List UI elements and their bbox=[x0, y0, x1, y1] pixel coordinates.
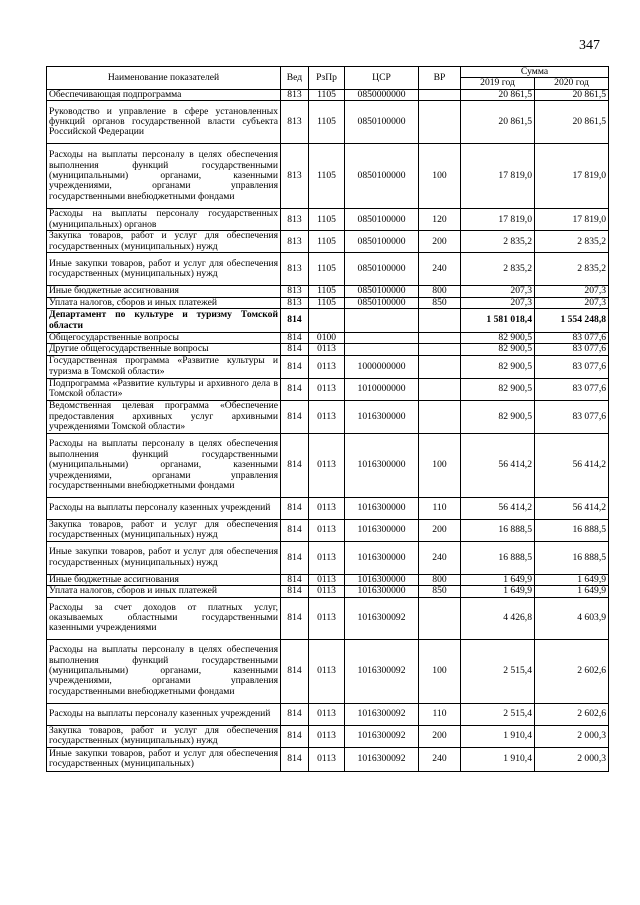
table-row bbox=[47, 89, 609, 100]
row-ved: 813 bbox=[281, 286, 309, 297]
row-vr: 240 bbox=[419, 747, 461, 771]
row-name: Иные закупки товаров, работ и услуг для обеспечения государственных (муниципальных) нужд bbox=[47, 253, 281, 286]
header-sum: Сумма bbox=[461, 67, 609, 78]
row-csr: 0850000000 bbox=[345, 89, 419, 100]
row-ved: 814 bbox=[281, 333, 309, 344]
row-vr bbox=[419, 378, 461, 400]
table-row bbox=[47, 286, 609, 297]
row-sum-2020: 20 861,5 bbox=[535, 89, 609, 100]
row-ved: 813 bbox=[281, 297, 309, 308]
row-name: Иные бюджетные ассигнования bbox=[47, 286, 281, 297]
row-ved: 814 bbox=[281, 355, 309, 378]
table-row bbox=[47, 144, 609, 209]
row-ved: 814 bbox=[281, 586, 309, 597]
row-vr: 100 bbox=[419, 144, 461, 209]
row-rzpr: 0113 bbox=[309, 541, 345, 574]
table-row bbox=[47, 747, 609, 771]
row-csr: 1016300092 bbox=[345, 639, 419, 703]
row-vr: 100 bbox=[419, 639, 461, 703]
row-rzpr: 1105 bbox=[309, 89, 345, 100]
row-sum-2019: 1 910,4 bbox=[461, 725, 535, 747]
row-csr: 0850100000 bbox=[345, 286, 419, 297]
row-rzpr: 0113 bbox=[309, 586, 345, 597]
row-rzpr: 0113 bbox=[309, 433, 345, 497]
row-csr: 1000000000 bbox=[345, 355, 419, 378]
row-ved: 814 bbox=[281, 378, 309, 400]
row-sum-2019: 1 649,9 bbox=[461, 574, 535, 585]
row-ved: 813 bbox=[281, 101, 309, 144]
row-rzpr: 0113 bbox=[309, 400, 345, 433]
row-csr: 1016300000 bbox=[345, 574, 419, 585]
row-ved: 813 bbox=[281, 209, 309, 231]
header-2020: 2020 год bbox=[535, 78, 609, 89]
header-vr: ВР bbox=[419, 67, 461, 90]
table-row bbox=[47, 378, 609, 400]
row-name: Иные бюджетные ассигнования bbox=[47, 574, 281, 585]
header-name: Наименование показателей bbox=[47, 67, 281, 90]
table-row bbox=[47, 297, 609, 308]
row-rzpr: 0113 bbox=[309, 639, 345, 703]
row-vr bbox=[419, 333, 461, 344]
row-name: Подпрограмма «Развитие культуры и архивного дела в Томской области» bbox=[47, 378, 281, 400]
table-row bbox=[47, 703, 609, 725]
row-name: Руководство и управление в сфере установленных функций органов государственной власти субъекта Российской Федерации bbox=[47, 101, 281, 144]
row-vr: 120 bbox=[419, 209, 461, 231]
row-name: Другие общегосударственные вопросы bbox=[47, 344, 281, 355]
row-sum-2020: 83 077,6 bbox=[535, 378, 609, 400]
row-vr bbox=[419, 400, 461, 433]
row-ved: 813 bbox=[281, 144, 309, 209]
row-sum-2019: 82 900,5 bbox=[461, 344, 535, 355]
row-ved: 814 bbox=[281, 597, 309, 639]
row-sum-2020: 16 888,5 bbox=[535, 541, 609, 574]
row-sum-2020: 2 000,3 bbox=[535, 725, 609, 747]
row-vr bbox=[419, 309, 461, 333]
row-sum-2020: 2 602,6 bbox=[535, 703, 609, 725]
row-ved: 814 bbox=[281, 309, 309, 333]
row-name: Департамент по культуре и туризму Томской области bbox=[47, 309, 281, 333]
row-csr bbox=[345, 333, 419, 344]
table-row bbox=[47, 519, 609, 541]
row-sum-2020: 2 835,2 bbox=[535, 231, 609, 253]
row-sum-2019: 207,3 bbox=[461, 297, 535, 308]
row-sum-2019: 2 515,4 bbox=[461, 639, 535, 703]
row-ved: 814 bbox=[281, 703, 309, 725]
row-sum-2020: 83 077,6 bbox=[535, 333, 609, 344]
row-csr: 0850100000 bbox=[345, 101, 419, 144]
row-sum-2020: 83 077,6 bbox=[535, 344, 609, 355]
row-csr: 1016300092 bbox=[345, 597, 419, 639]
row-name: Расходы за счет доходов от платных услуг, оказываемых областными государственными казенными учреждениями bbox=[47, 597, 281, 639]
row-sum-2020: 2 835,2 bbox=[535, 253, 609, 286]
table-row bbox=[47, 574, 609, 585]
row-sum-2019: 56 414,2 bbox=[461, 497, 535, 519]
row-sum-2019: 20 861,5 bbox=[461, 101, 535, 144]
row-csr: 1016300092 bbox=[345, 725, 419, 747]
row-sum-2020: 17 819,0 bbox=[535, 209, 609, 231]
table-row bbox=[47, 586, 609, 597]
row-name: Расходы на выплаты персоналу в целях обеспечения выполнения функций государственными (муниципальными) органами, казенными учреждениями, органами управления государственными внебюджетными фондами bbox=[47, 144, 281, 209]
row-rzpr: 0113 bbox=[309, 725, 345, 747]
table-row bbox=[47, 231, 609, 253]
row-sum-2020: 20 861,5 bbox=[535, 101, 609, 144]
row-sum-2019: 20 861,5 bbox=[461, 89, 535, 100]
row-rzpr: 1105 bbox=[309, 209, 345, 231]
table-row bbox=[47, 355, 609, 378]
table-row bbox=[47, 400, 609, 433]
row-rzpr: 1105 bbox=[309, 297, 345, 308]
row-name: Уплата налогов, сборов и иных платежей bbox=[47, 586, 281, 597]
row-ved: 814 bbox=[281, 497, 309, 519]
row-ved: 814 bbox=[281, 574, 309, 585]
row-name: Расходы на выплаты персоналу в целях обеспечения выполнения функций государственными (муниципальными) органами, казенными учреждениями, органами управления государственными внебюджетными фондами bbox=[47, 639, 281, 703]
row-csr: 1016300092 bbox=[345, 747, 419, 771]
row-vr: 240 bbox=[419, 253, 461, 286]
row-rzpr: 0113 bbox=[309, 519, 345, 541]
row-rzpr: 1105 bbox=[309, 253, 345, 286]
row-sum-2020: 16 888,5 bbox=[535, 519, 609, 541]
row-vr bbox=[419, 597, 461, 639]
table-row bbox=[47, 309, 609, 333]
row-name: Расходы на выплаты персоналу казенных учреждений bbox=[47, 703, 281, 725]
row-sum-2019: 2 835,2 bbox=[461, 253, 535, 286]
row-vr bbox=[419, 344, 461, 355]
row-sum-2020: 2 602,6 bbox=[535, 639, 609, 703]
row-vr: 800 bbox=[419, 574, 461, 585]
row-sum-2020: 1 554 248,8 bbox=[535, 309, 609, 333]
row-sum-2020: 2 000,3 bbox=[535, 747, 609, 771]
row-csr: 1016300000 bbox=[345, 497, 419, 519]
row-vr bbox=[419, 355, 461, 378]
row-rzpr: 0113 bbox=[309, 597, 345, 639]
row-ved: 813 bbox=[281, 253, 309, 286]
table-row bbox=[47, 101, 609, 144]
row-sum-2019: 82 900,5 bbox=[461, 355, 535, 378]
row-rzpr: 0113 bbox=[309, 574, 345, 585]
row-name: Расходы на выплаты персоналу в целях обеспечения выполнения функций государственными (муниципальными) органами, казенными учреждениями, органами управления государственными внебюджетными фондами bbox=[47, 433, 281, 497]
row-ved: 814 bbox=[281, 519, 309, 541]
row-rzpr: 0113 bbox=[309, 747, 345, 771]
row-sum-2019: 17 819,0 bbox=[461, 209, 535, 231]
row-sum-2020: 56 414,2 bbox=[535, 497, 609, 519]
header-ved: Вед bbox=[281, 67, 309, 90]
row-name: Иные закупки товаров, работ и услуг для обеспечения государственных (муниципальных) нужд bbox=[47, 541, 281, 574]
row-vr: 800 bbox=[419, 286, 461, 297]
row-sum-2019: 4 426,8 bbox=[461, 597, 535, 639]
table-row bbox=[47, 497, 609, 519]
row-ved: 813 bbox=[281, 89, 309, 100]
row-sum-2019: 1 910,4 bbox=[461, 747, 535, 771]
row-ved: 814 bbox=[281, 344, 309, 355]
table-row bbox=[47, 433, 609, 497]
row-sum-2020: 17 819,0 bbox=[535, 144, 609, 209]
row-sum-2019: 17 819,0 bbox=[461, 144, 535, 209]
row-vr: 200 bbox=[419, 231, 461, 253]
row-csr: 0850100000 bbox=[345, 253, 419, 286]
row-vr: 110 bbox=[419, 497, 461, 519]
row-name: Ведомственная целевая программа «Обеспечение предоставления архивных услуг архивными учреждениями Томской области» bbox=[47, 400, 281, 433]
row-csr: 1016300092 bbox=[345, 703, 419, 725]
row-sum-2019: 56 414,2 bbox=[461, 433, 535, 497]
row-name: Расходы на выплаты персоналу казенных учреждений bbox=[47, 497, 281, 519]
row-name: Закупка товаров, работ и услуг для обеспечения государственных (муниципальных) нужд bbox=[47, 519, 281, 541]
row-sum-2020: 1 649,9 bbox=[535, 586, 609, 597]
table-row bbox=[47, 639, 609, 703]
row-sum-2019: 1 581 018,4 bbox=[461, 309, 535, 333]
row-sum-2020: 4 603,9 bbox=[535, 597, 609, 639]
budget-table bbox=[46, 66, 609, 772]
row-rzpr: 0113 bbox=[309, 344, 345, 355]
row-name: Государственная программа «Развитие культуры и туризма в Томской области» bbox=[47, 355, 281, 378]
row-csr: 1016300000 bbox=[345, 586, 419, 597]
row-vr: 850 bbox=[419, 297, 461, 308]
row-csr bbox=[345, 309, 419, 333]
page-number: 347 bbox=[579, 38, 600, 53]
row-sum-2019: 1 649,9 bbox=[461, 586, 535, 597]
row-rzpr: 1105 bbox=[309, 144, 345, 209]
row-name: Общегосударственные вопросы bbox=[47, 333, 281, 344]
row-ved: 814 bbox=[281, 747, 309, 771]
row-sum-2019: 16 888,5 bbox=[461, 519, 535, 541]
row-name: Расходы на выплаты персоналу государственных (муниципальных) органов bbox=[47, 209, 281, 231]
header-rzpr: РзПр bbox=[309, 67, 345, 90]
table-row bbox=[47, 541, 609, 574]
row-csr bbox=[345, 344, 419, 355]
row-sum-2020: 83 077,6 bbox=[535, 400, 609, 433]
row-rzpr bbox=[309, 309, 345, 333]
table-row bbox=[47, 253, 609, 286]
table-row bbox=[47, 344, 609, 355]
row-sum-2020: 207,3 bbox=[535, 286, 609, 297]
row-rzpr: 1105 bbox=[309, 231, 345, 253]
table-row bbox=[47, 597, 609, 639]
row-sum-2019: 82 900,5 bbox=[461, 400, 535, 433]
row-sum-2019: 82 900,5 bbox=[461, 378, 535, 400]
header-2019: 2019 год bbox=[461, 78, 535, 89]
table-body bbox=[47, 89, 609, 771]
header-csr: ЦСР bbox=[345, 67, 419, 90]
row-rzpr: 0113 bbox=[309, 703, 345, 725]
row-csr: 1010000000 bbox=[345, 378, 419, 400]
row-ved: 814 bbox=[281, 433, 309, 497]
row-vr: 100 bbox=[419, 433, 461, 497]
row-sum-2019: 82 900,5 bbox=[461, 333, 535, 344]
row-rzpr: 0113 bbox=[309, 497, 345, 519]
row-vr: 110 bbox=[419, 703, 461, 725]
row-rzpr: 0113 bbox=[309, 378, 345, 400]
row-vr: 200 bbox=[419, 519, 461, 541]
row-ved: 813 bbox=[281, 231, 309, 253]
row-name: Уплата налогов, сборов и иных платежей bbox=[47, 297, 281, 308]
row-rzpr: 1105 bbox=[309, 101, 345, 144]
row-ved: 814 bbox=[281, 639, 309, 703]
row-name: Иные закупки товаров, работ и услуг для обеспечения государственных (муниципальных) bbox=[47, 747, 281, 771]
row-vr: 850 bbox=[419, 586, 461, 597]
row-rzpr: 0100 bbox=[309, 333, 345, 344]
row-csr: 0850100000 bbox=[345, 231, 419, 253]
row-vr: 200 bbox=[419, 725, 461, 747]
row-ved: 814 bbox=[281, 725, 309, 747]
row-name: Закупка товаров, работ и услуг для обеспечения государственных (муниципальных) нужд bbox=[47, 725, 281, 747]
row-sum-2019: 207,3 bbox=[461, 286, 535, 297]
row-vr: 240 bbox=[419, 541, 461, 574]
row-sum-2019: 2 515,4 bbox=[461, 703, 535, 725]
row-csr: 1016300000 bbox=[345, 541, 419, 574]
table-row bbox=[47, 333, 609, 344]
table-row bbox=[47, 209, 609, 231]
row-csr: 1016300000 bbox=[345, 400, 419, 433]
row-csr: 0850100000 bbox=[345, 297, 419, 308]
row-name: Обеспечивающая подпрограмма bbox=[47, 89, 281, 100]
row-vr bbox=[419, 101, 461, 144]
row-ved: 814 bbox=[281, 541, 309, 574]
row-sum-2019: 2 835,2 bbox=[461, 231, 535, 253]
row-vr bbox=[419, 89, 461, 100]
row-rzpr: 1105 bbox=[309, 286, 345, 297]
row-rzpr: 0113 bbox=[309, 355, 345, 378]
row-csr: 0850100000 bbox=[345, 144, 419, 209]
row-sum-2019: 16 888,5 bbox=[461, 541, 535, 574]
table-row bbox=[47, 725, 609, 747]
row-sum-2020: 207,3 bbox=[535, 297, 609, 308]
row-sum-2020: 1 649,9 bbox=[535, 574, 609, 585]
row-sum-2020: 56 414,2 bbox=[535, 433, 609, 497]
row-csr: 1016300000 bbox=[345, 519, 419, 541]
row-sum-2020: 83 077,6 bbox=[535, 355, 609, 378]
row-csr: 1016300000 bbox=[345, 433, 419, 497]
row-ved: 814 bbox=[281, 400, 309, 433]
row-name: Закупка товаров, работ и услуг для обеспечения государственных (муниципальных) нужд bbox=[47, 231, 281, 253]
row-csr: 0850100000 bbox=[345, 209, 419, 231]
